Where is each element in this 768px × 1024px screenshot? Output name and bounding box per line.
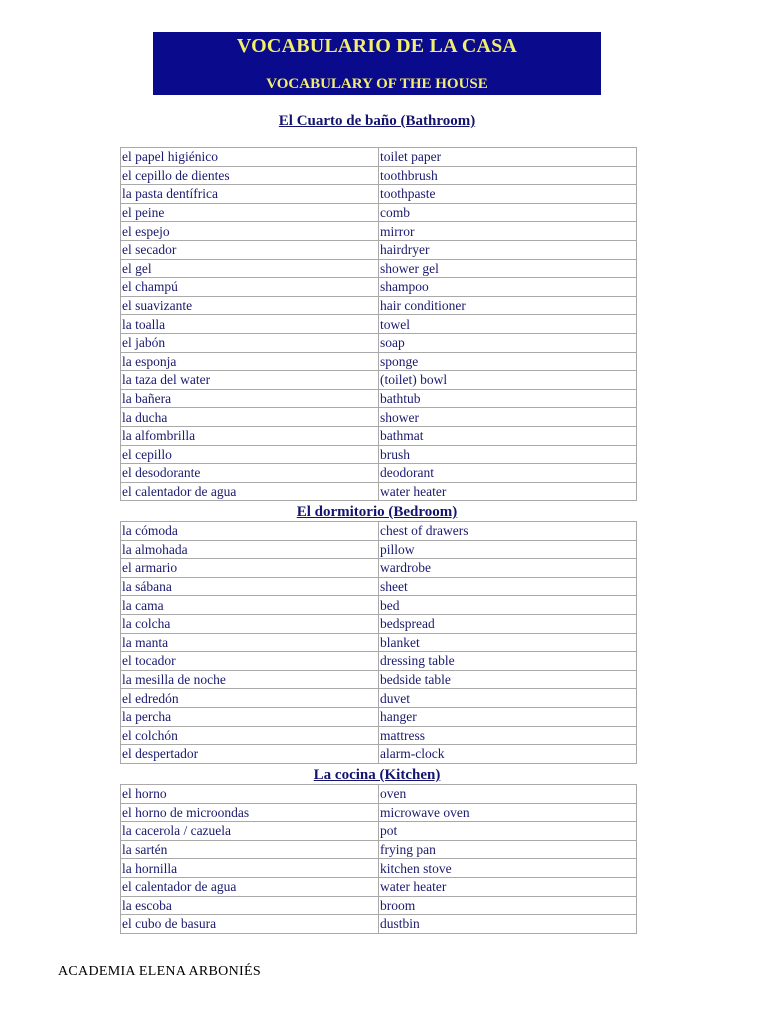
english-term: bathtub <box>379 389 637 408</box>
table-row <box>121 915 637 934</box>
table-row <box>121 315 637 334</box>
english-term: hanger <box>379 707 637 726</box>
english-term: mattress <box>379 726 637 745</box>
spanish-term: la escoba <box>121 896 379 915</box>
spanish-term: el secador <box>121 240 379 259</box>
english-term: microwave oven <box>379 803 637 822</box>
english-term: sponge <box>379 352 637 371</box>
spanish-term: el jabón <box>121 333 379 352</box>
section-title-kitchen: La cocina (Kitchen) <box>313 767 441 783</box>
table-row <box>121 577 637 596</box>
spanish-term: la alfombrilla <box>121 426 379 445</box>
table-row <box>121 296 637 315</box>
spanish-term: el peine <box>121 203 379 222</box>
english-term: oven <box>379 785 637 804</box>
english-term: alarm-clock <box>379 745 637 764</box>
spanish-term: el horno <box>121 785 379 804</box>
english-term: shower gel <box>379 259 637 278</box>
spanish-term: la percha <box>121 707 379 726</box>
spanish-term: el papel higiénico <box>121 148 379 167</box>
table-row <box>121 203 637 222</box>
english-term: pillow <box>379 540 637 559</box>
spanish-term: el armario <box>121 559 379 578</box>
table-row <box>121 896 637 915</box>
table-row <box>121 707 637 726</box>
table-row <box>121 877 637 896</box>
table-row <box>121 522 637 541</box>
table-row <box>121 352 637 371</box>
table-row <box>121 148 637 167</box>
table-row <box>121 652 637 671</box>
table-row <box>121 745 637 764</box>
english-term: hairdryer <box>379 240 637 259</box>
spanish-term: la manta <box>121 633 379 652</box>
table-row <box>121 222 637 241</box>
table-row <box>121 371 637 390</box>
table-row <box>121 408 637 427</box>
spanish-term: el colchón <box>121 726 379 745</box>
spanish-term: el desodorante <box>121 464 379 483</box>
english-term: soap <box>379 333 637 352</box>
table-row <box>121 726 637 745</box>
english-term: bathmat <box>379 426 637 445</box>
english-term: comb <box>379 203 637 222</box>
spanish-term: el cubo de basura <box>121 915 379 934</box>
english-term: water heater <box>379 482 637 501</box>
english-term: sheet <box>379 577 637 596</box>
spanish-term: el espejo <box>121 222 379 241</box>
spanish-term: el calentador de agua <box>121 482 379 501</box>
spanish-term: el gel <box>121 259 379 278</box>
spanish-term: la sartén <box>121 840 379 859</box>
english-term: brush <box>379 445 637 464</box>
english-term: bedspread <box>379 614 637 633</box>
spanish-term: el despertador <box>121 745 379 764</box>
table-row <box>121 166 637 185</box>
spanish-term: el cepillo de dientes <box>121 166 379 185</box>
page-subtitle: VOCABULARY OF THE HOUSE <box>266 76 488 92</box>
english-term: pot <box>379 822 637 841</box>
footer-academy-name: ACADEMIA ELENA ARBONIÉS <box>58 964 261 979</box>
table-row <box>121 859 637 878</box>
vocab-table-bedroom <box>120 521 637 764</box>
spanish-term: la toalla <box>121 315 379 334</box>
table-row <box>121 445 637 464</box>
english-term: frying pan <box>379 840 637 859</box>
table-row <box>121 540 637 559</box>
spanish-term: la bañera <box>121 389 379 408</box>
table-row <box>121 240 637 259</box>
english-term: dressing table <box>379 652 637 671</box>
table-row <box>121 785 637 804</box>
table-row <box>121 464 637 483</box>
spanish-term: la pasta dentífrica <box>121 185 379 204</box>
english-term: (toilet) bowl <box>379 371 637 390</box>
english-term: mirror <box>379 222 637 241</box>
english-term: toothbrush <box>379 166 637 185</box>
table-row <box>121 614 637 633</box>
spanish-term: la cacerola / cazuela <box>121 822 379 841</box>
spanish-term: la hornilla <box>121 859 379 878</box>
spanish-term: el tocador <box>121 652 379 671</box>
english-term: duvet <box>379 689 637 708</box>
table-row <box>121 689 637 708</box>
table-row <box>121 389 637 408</box>
table-row <box>121 840 637 859</box>
english-term: broom <box>379 896 637 915</box>
english-term: deodorant <box>379 464 637 483</box>
vocab-table-kitchen <box>120 784 637 934</box>
spanish-term: la almohada <box>121 540 379 559</box>
english-term: towel <box>379 315 637 334</box>
spanish-term: el cepillo <box>121 445 379 464</box>
table-row <box>121 333 637 352</box>
spanish-term: el edredón <box>121 689 379 708</box>
table-row <box>121 259 637 278</box>
english-term: hair conditioner <box>379 296 637 315</box>
spanish-term: el suavizante <box>121 296 379 315</box>
spanish-term: la colcha <box>121 614 379 633</box>
table-row <box>121 803 637 822</box>
header-banner <box>153 32 601 95</box>
table-row <box>121 670 637 689</box>
table-row <box>121 426 637 445</box>
table-row <box>121 278 637 297</box>
section-title-bedroom: El dormitorio (Bedroom) <box>296 504 458 520</box>
english-term: wardrobe <box>379 559 637 578</box>
table-row <box>121 559 637 578</box>
table-row <box>121 482 637 501</box>
english-term: toothpaste <box>379 185 637 204</box>
english-term: toilet paper <box>379 148 637 167</box>
vocab-table-bathroom <box>120 147 637 501</box>
table-row <box>121 633 637 652</box>
english-term: blanket <box>379 633 637 652</box>
spanish-term: la ducha <box>121 408 379 427</box>
english-term: shower <box>379 408 637 427</box>
spanish-term: la mesilla de noche <box>121 670 379 689</box>
spanish-term: la sábana <box>121 577 379 596</box>
spanish-term: el horno de microondas <box>121 803 379 822</box>
spanish-term: la cama <box>121 596 379 615</box>
section-title-bathroom: El Cuarto de baño (Bathroom) <box>278 113 476 129</box>
spanish-term: la taza del water <box>121 371 379 390</box>
spanish-term: el champú <box>121 278 379 297</box>
page-title: VOCABULARIO DE LA CASA <box>236 35 518 57</box>
table-row <box>121 822 637 841</box>
english-term: dustbin <box>379 915 637 934</box>
english-term: bedside table <box>379 670 637 689</box>
spanish-term: la esponja <box>121 352 379 371</box>
spanish-term: el calentador de agua <box>121 877 379 896</box>
english-term: water heater <box>379 877 637 896</box>
table-row <box>121 596 637 615</box>
english-term: chest of drawers <box>379 522 637 541</box>
table-row <box>121 185 637 204</box>
spanish-term: la cómoda <box>121 522 379 541</box>
english-term: shampoo <box>379 278 637 297</box>
english-term: bed <box>379 596 637 615</box>
english-term: kitchen stove <box>379 859 637 878</box>
